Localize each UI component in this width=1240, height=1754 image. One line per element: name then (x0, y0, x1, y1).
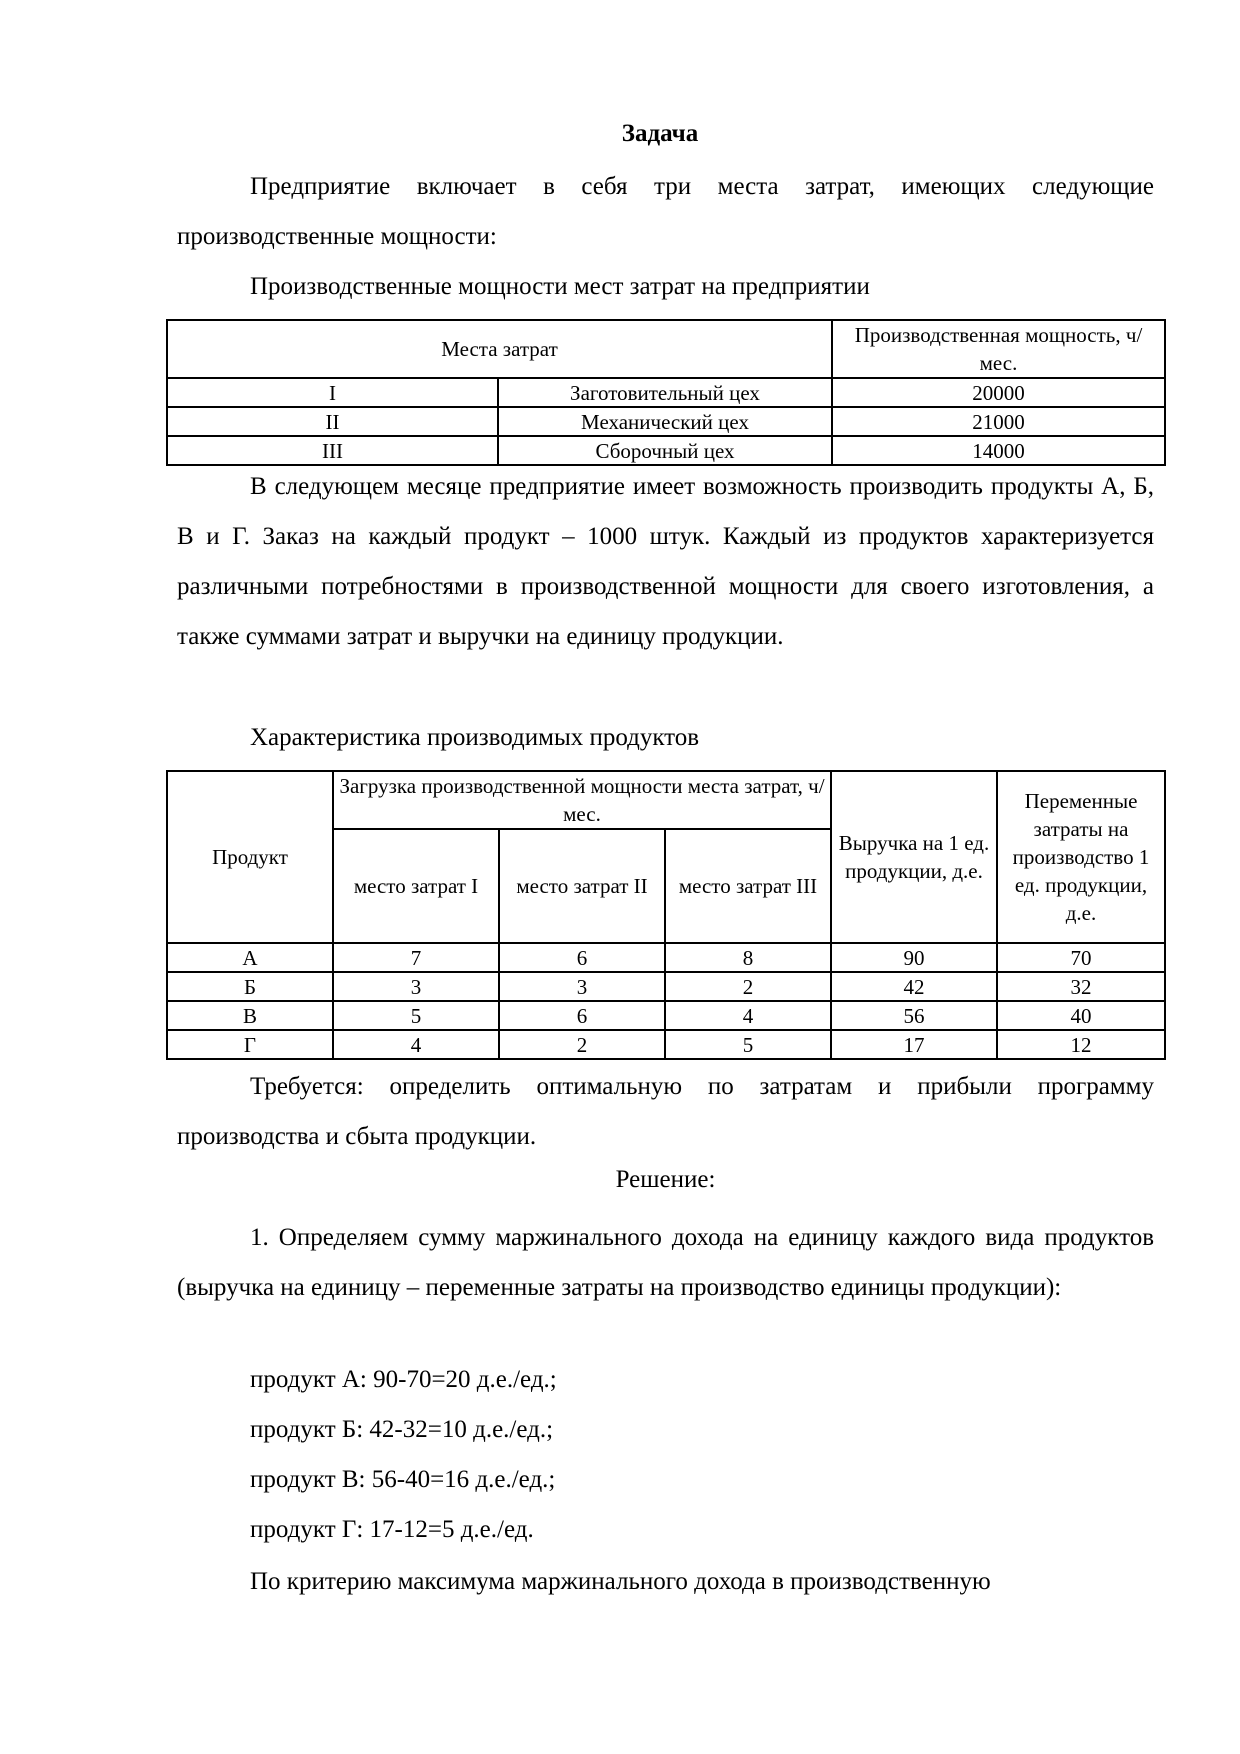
header-place-2: место затрат II (499, 829, 665, 943)
cost-place-capacity: 20000 (832, 378, 1165, 407)
revenue-value: 56 (831, 1001, 997, 1030)
header-place-3: место затрат III (665, 829, 831, 943)
variable-cost-value: 12 (997, 1030, 1165, 1059)
capacity-table (166, 319, 1166, 466)
products-paragraph: В следующем месяце предприятие имеет возможность производить продукты А, Б, В и Г. Заказ на каждый продукт – 1000 штук. Каждый из продуктов характеризуется различными потребностями в производственной мощности для своего изготовления, а также суммами затрат и выручки на единицу продукции. (177, 473, 1154, 650)
table-row (167, 943, 1165, 972)
table-row (167, 378, 1165, 407)
load-place-1: 5 (333, 1001, 499, 1030)
product-name: Г (167, 1030, 333, 1059)
load-place-1: 3 (333, 972, 499, 1001)
load-place-3: 2 (665, 972, 831, 1001)
cost-place-capacity: 14000 (832, 436, 1165, 465)
load-place-2: 6 (499, 1001, 665, 1030)
table-row (167, 1030, 1165, 1059)
cost-place-number: I (167, 378, 498, 407)
product-name: А (167, 943, 333, 972)
margin-line: продукт В: 56-40=16 д.е./ед.; (250, 1466, 556, 1493)
load-place-2: 3 (499, 972, 665, 1001)
margin-line: продукт Г: 17-12=5 д.е./ед. (250, 1516, 534, 1543)
product-name: Б (167, 972, 333, 1001)
load-place-2: 6 (499, 943, 665, 972)
header-revenue: Выручка на 1 ед. продукции, д.е. (831, 771, 997, 943)
requirement-paragraph: Требуется: определить оптимальную по затратам и прибыли программу производства и сбыта продукции. (177, 1073, 1154, 1150)
margin-line: продукт А: 90-70=20 д.е./ед.; (250, 1366, 557, 1393)
table-row (167, 407, 1165, 436)
load-place-2: 2 (499, 1030, 665, 1059)
header-capacity: Производственная мощность, ч/мес. (832, 320, 1165, 378)
header-load: Загрузка производственной мощности места затрат, ч/мес. (333, 771, 831, 829)
products-table (166, 770, 1166, 1060)
cost-place-number: II (167, 407, 498, 436)
cost-place-name: Заготовительный цех (498, 378, 832, 407)
table2-caption: Характеристика производимых продуктов (250, 724, 700, 751)
cost-place-name: Механический цех (498, 407, 832, 436)
header-product: Продукт (167, 771, 333, 943)
cost-place-capacity: 21000 (832, 407, 1165, 436)
variable-cost-value: 70 (997, 943, 1165, 972)
load-place-3: 8 (665, 943, 831, 972)
product-name: В (167, 1001, 333, 1030)
intro-paragraph: Предприятие включает в себя три места затрат, имеющих следующие производственные мощности: (177, 173, 1154, 250)
load-place-1: 4 (333, 1030, 499, 1059)
variable-cost-value: 40 (997, 1001, 1165, 1030)
table-row (167, 972, 1165, 1001)
header-variable-costs: Переменные затраты на производство 1 ед. продукции, д.е. (997, 771, 1165, 943)
header-cost-places: Места затрат (167, 320, 832, 378)
last-paragraph: По критерию максимума маржинального дохода в производственную (250, 1568, 991, 1595)
cost-place-name: Сборочный цех (498, 436, 832, 465)
solution-heading: Решение: (615, 1166, 716, 1193)
load-place-3: 5 (665, 1030, 831, 1059)
header-place-1: место затрат I (333, 829, 499, 943)
page-title: Задача (621, 120, 699, 147)
variable-cost-value: 32 (997, 972, 1165, 1001)
table-row (167, 1001, 1165, 1030)
revenue-value: 17 (831, 1030, 997, 1059)
table-row (167, 436, 1165, 465)
load-place-1: 7 (333, 943, 499, 972)
revenue-value: 90 (831, 943, 997, 972)
margin-line: продукт Б: 42-32=10 д.е./ед.; (250, 1416, 554, 1443)
load-place-3: 4 (665, 1001, 831, 1030)
table1-caption: Производственные мощности мест затрат на предприятии (250, 273, 870, 300)
revenue-value: 42 (831, 972, 997, 1001)
step1-paragraph: 1. Определяем сумму маржинального дохода на единицу каждого вида продуктов (выручка на единицу – переменные затраты на производство единицы продукции): (177, 1224, 1154, 1301)
cost-place-number: III (167, 436, 498, 465)
